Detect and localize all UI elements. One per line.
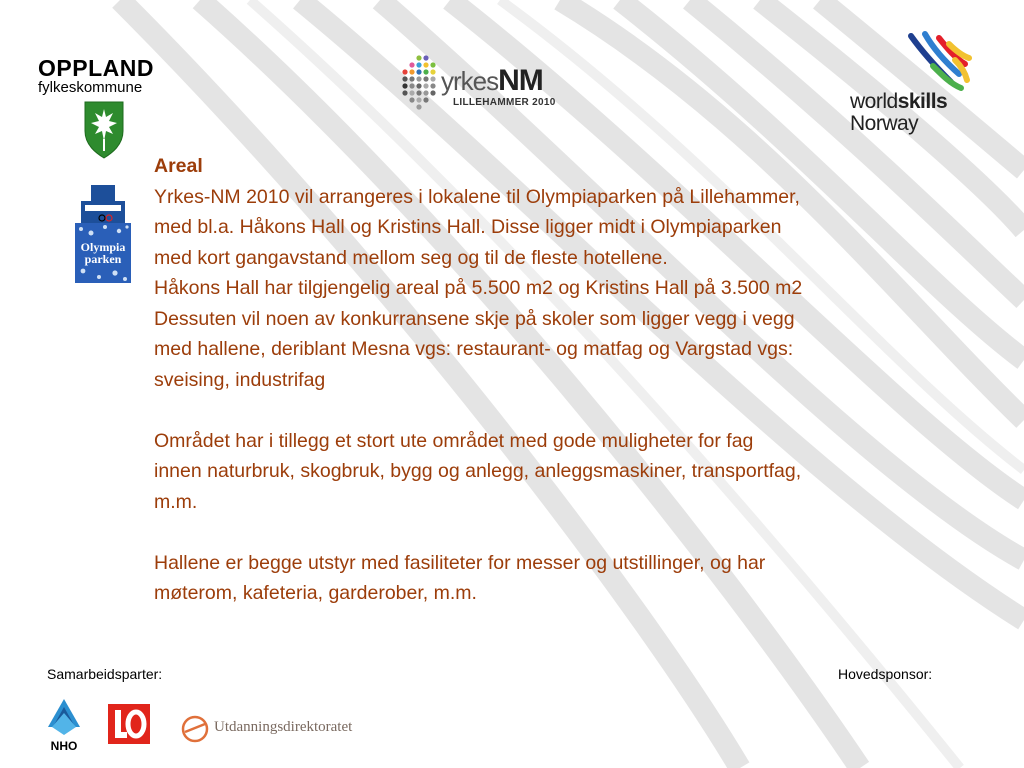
content-line: med hallene, deriblant Mesna vgs: restaurant- og matfag og Vargstad vgs:	[154, 338, 794, 360]
content-heading: Areal	[154, 155, 203, 177]
nho-text: NHO	[50, 739, 78, 753]
oppland-subtitle: fylkeskommune	[38, 79, 143, 96]
olympia-line2: parken	[84, 252, 122, 266]
partners-label: Samarbeidsparter:	[47, 666, 163, 682]
content-line: m.m.	[154, 490, 198, 513]
oppland-logo	[38, 56, 178, 160]
sponsor-label: Hovedsponsor:	[838, 666, 933, 682]
olympia-line1: Olympia	[80, 240, 126, 254]
udir-text: Utdanningsdirektoratet	[214, 719, 353, 735]
worldskills-swoosh-icon	[903, 30, 973, 92]
content-body	[154, 151, 954, 609]
worldskills-country: Norway	[850, 112, 919, 135]
udir-logo	[180, 714, 380, 746]
yrkesnm-logo	[397, 54, 567, 114]
content-line: møterom, kafeteria, garderober, m.m.	[154, 582, 477, 604]
worldskills-wordmark	[850, 90, 947, 114]
content-line: Hallene er begge utstyr med fasiliteter for messer og utstillinger, og har	[154, 551, 766, 574]
paragraph-gap	[154, 517, 954, 548]
content-line: Dessuten vil noen av konkurransene skje på skoler som ligger vegg i vegg	[154, 307, 795, 330]
content-line: sveising, industrifag	[154, 368, 326, 391]
udir-circle-icon	[180, 714, 210, 744]
paragraph-gap	[154, 395, 954, 426]
content-line: innen naturbruk, skogbruk, bygg og anlegg, anleggsmaskiner, transportfag,	[154, 460, 802, 482]
oppland-title: OPPLAND	[38, 55, 154, 81]
worldskills-logo	[848, 30, 978, 135]
yrkesnm-dots-icon	[397, 54, 441, 114]
content-line: Yrkes-NM 2010 vil arrangeres i lokalene til Olympiaparken på Lillehammer,	[154, 185, 800, 208]
yrkesnm-word-bold: NM	[498, 64, 543, 97]
nho-logo-icon	[40, 697, 88, 753]
lo-logo-icon	[108, 704, 150, 744]
worldskills-word-bold: skills	[897, 90, 948, 113]
content-line: Området har i tillegg et stort ute området med gode muligheter for fag	[154, 429, 754, 452]
worldskills-word: world	[850, 90, 898, 113]
content-line: med bl.a. Håkons Hall og Kristins Hall. Disse ligger midt i Olympiaparken	[154, 216, 782, 238]
oppland-shield-icon	[84, 101, 124, 159]
yrkesnm-wordmark	[441, 64, 543, 98]
content-line: Håkons Hall har tilgjengelig areal på 5.500 m2 og Kristins Hall på 3.500 m2	[154, 277, 803, 299]
yrkesnm-city: LILLEHAMMER 2010	[453, 97, 556, 108]
content-line: med kort gangavstand mellom seg og til de fleste hotellene.	[154, 246, 668, 269]
olympiaparken-logo-icon	[71, 183, 135, 289]
yrkesnm-word-light: yrkes	[441, 66, 499, 96]
